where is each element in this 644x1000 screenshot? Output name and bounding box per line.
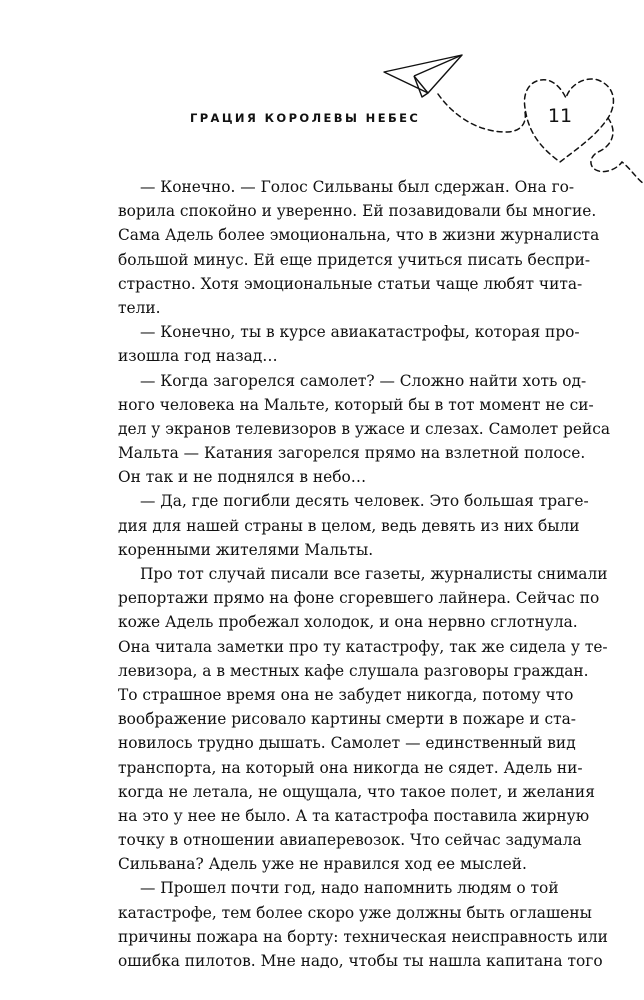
- text-line: тели.: [118, 298, 161, 317]
- text-line: причины пожара на борту: техническая неисправность или: [118, 927, 608, 946]
- text-line: транспорта, на который она никогда не сядет. Адель ни-: [118, 758, 583, 777]
- text-line: Он так и не поднялся в небо…: [118, 468, 367, 487]
- page-number: 11: [547, 105, 573, 127]
- text-line: катастрофе, тем более скоро уже должны быть оглашены: [118, 903, 592, 922]
- text-line: — Конечно. — Голос Сильваны был сдержан. Она го-: [140, 178, 575, 196]
- text-line: То страшное время она не забудет никогда, потому что: [118, 685, 574, 704]
- text-line: на это у нее не было. А та катастрофа поставила жирную: [118, 806, 590, 825]
- text-line: — Прошел почти год, надо напомнить людям о той: [140, 879, 559, 898]
- text-line: — Конечно, ты в курсе авиакатастрофы, которая про-: [140, 323, 580, 342]
- text-line: Про тот случай писали все газеты, журналисты снимали: [140, 565, 608, 583]
- text-line: когда не летала, не ощущала, что такое полет, и желания: [118, 782, 595, 801]
- body-text: [118, 175, 611, 973]
- text-line: большой минус. Ей еще придется учиться писать беспри-: [118, 250, 591, 269]
- text-line: ошибка пилотов. Мне надо, чтобы ты нашла капитана того: [118, 952, 603, 970]
- text-line: точку в отношении авиаперевозок. Что сейчас задумала: [118, 831, 582, 850]
- header-decoration: [0, 0, 644, 200]
- text-line: Сильвана? Адель уже не нравился ход ее мыслей.: [118, 855, 527, 874]
- text-line: дия для нашей страны в целом, ведь девять из них были: [118, 516, 580, 535]
- dashed-flight-path-icon: [438, 94, 525, 132]
- text-line: новилось трудно дышать. Самолет — единственный вид: [118, 734, 576, 753]
- text-line: коренными жителями Мальты.: [118, 540, 374, 559]
- text-line: Мальта — Катания загорелся прямо на взлетной полосе.: [118, 444, 586, 463]
- dashed-flight-path-tail: [591, 118, 644, 184]
- text-line: — Когда загорелся самолет? — Сложно найти хоть од-: [140, 371, 587, 390]
- text-line: изошла год назад…: [118, 347, 278, 366]
- text-line: Сама Адель более эмоциональна, что в жизни журналиста: [118, 226, 600, 245]
- text-line: ного человека на Мальте, который бы в тот момент не си-: [118, 395, 594, 414]
- paper-airplane-icon: [384, 55, 462, 97]
- text-line: репортажи прямо на фоне сгоревшего лайнера. Сейчас по: [118, 589, 600, 608]
- text-line: ворила спокойно и уверенно. Ей позавидовали бы многие.: [118, 202, 597, 221]
- text-line: воображение рисовало картины смерти в пожаре и ста-: [118, 710, 577, 729]
- text-line: дел у экранов телевизоров в ужасе и слезах. Самолет рейса: [118, 419, 611, 438]
- text-line: коже Адель пробежал холодок, и она нервно сглотнула.: [118, 613, 578, 632]
- text-line: левизора, а в местных кафе слушала разговоры граждан.: [118, 661, 589, 680]
- text-line: Она читала заметки про ту катастрофу, так же сидела у те-: [118, 637, 608, 656]
- running-title: ГРАЦИЯ КОРОЛЕВЫ НЕБЕС: [190, 111, 421, 125]
- text-line: — Да, где погибли десять человек. Это большая траге-: [140, 492, 589, 511]
- text-line: страстно. Хотя эмоциональные статьи чаще любят чита-: [118, 274, 583, 293]
